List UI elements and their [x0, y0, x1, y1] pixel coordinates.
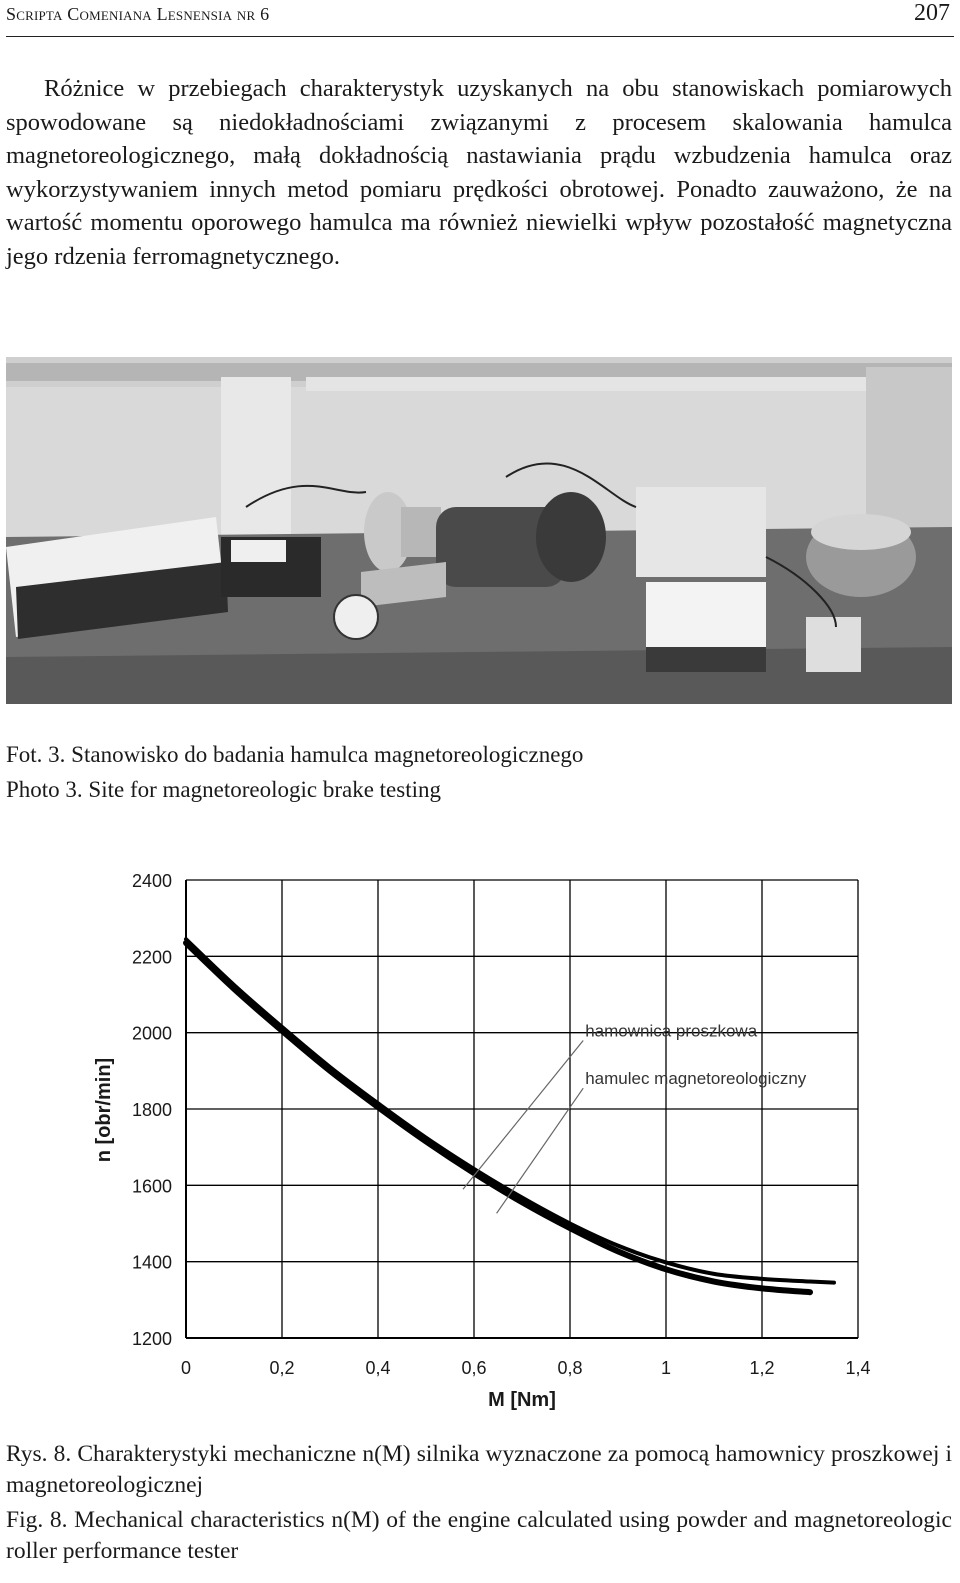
- running-header: [6, 0, 954, 37]
- y-tick-label: 1800: [131, 1100, 172, 1120]
- x-tick-label: 1,2: [749, 1358, 775, 1378]
- y-axis-label: n [obr/min]: [93, 1057, 115, 1163]
- series-annotation-label: hamulec magnetoreologiczny: [585, 1069, 807, 1089]
- y-tick-label: 1200: [131, 1329, 172, 1349]
- y-tick-label: 2400: [131, 871, 172, 891]
- y-tick-label: 2000: [131, 1023, 172, 1044]
- x-tick-label: 1: [660, 1358, 672, 1378]
- chart-ticks: [132, 871, 871, 1378]
- journal-title: Scripta Comeniana Lesnensia nr 6: [6, 4, 270, 24]
- photo-caption-polish: Fot. 3. Stanowisko do badania hamulca magnetoreologicznego: [6, 742, 584, 767]
- series-annotation-label: hamownica proszkowa: [585, 1021, 758, 1041]
- x-tick-label: 0,4: [365, 1358, 391, 1378]
- x-tick-label: 0: [180, 1358, 192, 1378]
- series-line-1: [186, 939, 834, 1283]
- figure-caption-polish: Rys. 8. Charakterystyki mechaniczne n(M) silnika wyznaczone za pomocą hamownicy proszkowej i magnetoreologicznej: [6, 1441, 952, 1498]
- body-text: [6, 72, 952, 273]
- y-tick-label: 2200: [131, 947, 172, 968]
- x-tick-label: 1,4: [845, 1358, 871, 1378]
- y-tick-label: 1400: [131, 1252, 172, 1273]
- x-tick-label: 0,2: [269, 1358, 295, 1378]
- series-line-2: [186, 943, 810, 1292]
- x-tick-label: 0,6: [461, 1358, 487, 1378]
- page-number: 207: [914, 0, 950, 26]
- chart-grid: [186, 880, 858, 1338]
- x-axis-label: M [Nm]: [488, 1389, 556, 1411]
- figure-caption-english: Fig. 8. Mechanical characteristics n(M) of the engine calculated using powder and magnetoreologic roller performance tester: [6, 1507, 952, 1564]
- lab-photo: [6, 357, 952, 704]
- body-paragraph: Różnice w przebiegach charakterystyk uzyskanych na obu stanowiskach pomiarowych spowodowane są niedokładnościami związanymi z procesem skalowania hamulca magnetoreologicznego, małą dokładnością nastawiania prądu wzbudzenia hamulca oraz wykorzystywaniem innych metod pomiaru prędkości obrotowej. Ponadto zauważono, że na wartość momentu oporowego hamulca ma również niewielki wpływ pozostałość magnetyczna jego rdzenia ferromagnetycznego.: [6, 75, 952, 270]
- photo-caption-english: Photo 3. Site for magnetoreologic brake testing: [6, 777, 441, 802]
- mechanical-characteristics-chart: [80, 860, 900, 1420]
- x-tick-label: 0,8: [557, 1358, 583, 1378]
- chart-annotations: [463, 1021, 807, 1213]
- y-tick-label: 1600: [131, 1176, 172, 1197]
- chart-series: [186, 939, 834, 1292]
